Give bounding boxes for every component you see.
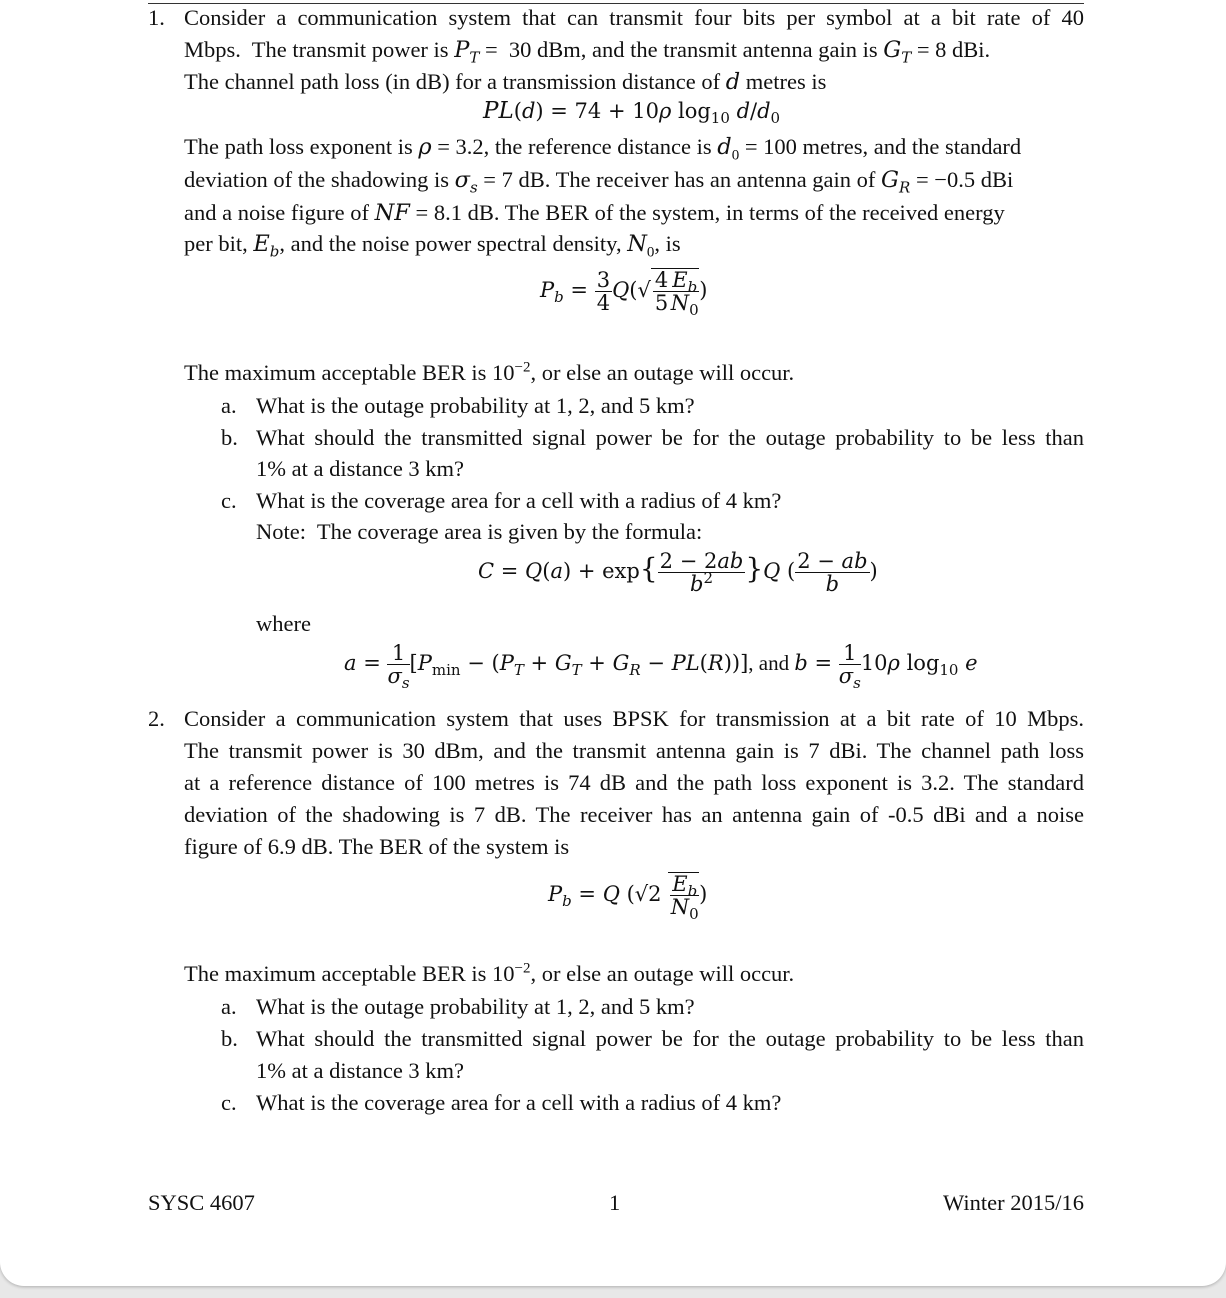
q2-b-text-1: What should the transmitted signal power be for the outage probability to be less than [256, 1026, 1084, 1051]
footer-page-number: 1 [609, 1190, 621, 1215]
q2-line-4: deviation of the shadowing is 7 dB. The receiver has an antenna gain of -0.5 dBi and a noise [184, 802, 1084, 827]
q2-c-label: c. [221, 1090, 237, 1115]
q2-line-1: Consider a communication system that uses BPSK for transmission at a bit rate of 10 Mbps. [184, 706, 1084, 731]
a-b-definition: a = $\frac{1}{\sigma_s}$ $[P_{min} - (P_T + G_T + G_R - PL(R))]$, and b = $\frac{1}{\sigma_s}$ 10ρ $\log_{10} e$ [344, 641, 978, 693]
path-loss-equation: PL(d) = 74 + 10ρ $\log_{10} d/d_0$ [483, 98, 781, 128]
q1-note: Note: The coverage area is given by the formula: [256, 519, 703, 544]
q2-line-2: The transmit power is 30 dBm, and the transmit antenna gain is 7 dBi. The channel path loss [184, 738, 1084, 763]
footer-term: Winter 2015/16 [943, 1190, 1084, 1215]
q1-b-text-1: What should the transmitted signal power be for the outage probability to be less than [256, 425, 1084, 450]
q2-a-label: a. [221, 994, 237, 1019]
q1-b-label: b. [221, 425, 238, 450]
q2-line-3: at a reference distance of 100 metres is 74 dB and the path loss exponent is 3.2. The standard [184, 770, 1084, 795]
q1-b-text-2: 1% at a distance 3 km? [256, 456, 465, 481]
q1-line-4: The path loss exponent is ρ = 3.2, the reference distance is $d_0 = 100$ metres, and the standard [184, 134, 1022, 164]
ber-equation-2: $P_b = Q$ (√2 $\frac{E_b}{N_0}$ ) [548, 872, 708, 924]
q2-b-label: b. [221, 1026, 238, 1051]
q2-c-text: What is the coverage area for a cell with a radius of 4 km? [256, 1090, 782, 1115]
coverage-equation: C = Q(a) + exp{ $\frac{2 - 2ab}{b^2}$ }Q ( $\frac{2 - ab}{b}$ ) [478, 549, 878, 596]
q1-where: where [256, 611, 311, 636]
q1-line-5: deviation of the shadowing is $\sigma_s = 7$ dB. The receiver has an antenna gain of $G_R = -0.5$ dBi [184, 167, 1014, 197]
q1-line-7: per bit, $E_b$, and the noise power spectral density, $N_0$, is [184, 231, 681, 261]
q1-a-text: What is the outage probability at 1, 2, and 5 km? [256, 393, 695, 418]
q1-a-label: a. [221, 393, 237, 418]
footer-course: SYSC 4607 [148, 1190, 255, 1215]
q1-line-6: and a noise figure of NF = 8.1 dB. The BER of the system, in terms of the received energy [184, 200, 1005, 226]
q2-b-text-2: 1% at a distance 3 km? [256, 1058, 465, 1083]
q2-max-ber: The maximum acceptable BER is $10^{-2}$, or else an outage will occur. [184, 960, 795, 986]
q1-number: 1. [148, 5, 165, 30]
q1-line-3: The channel path loss (in dB) for a transmission distance of d metres is [184, 69, 827, 95]
q1-line-1: Consider a communication system that can transmit four bits per symbol at a bit rate of 40 [184, 5, 1084, 30]
q1-c-text: What is the coverage area for a cell with a radius of 4 km? [256, 488, 782, 513]
q2-line-5: figure of 6.9 dB. The BER of the system is [184, 834, 570, 859]
q2-a-text: What is the outage probability at 1, 2, and 5 km? [256, 994, 695, 1019]
q1-line-2: Mbps. The transmit power is $P_T = 30$ dBm, and the transmit antenna gain is $G_T = 8$ dBi. [184, 37, 991, 67]
q1-c-label: c. [221, 488, 237, 513]
q1-max-ber: The maximum acceptable BER is $10^{-2}$, or else an outage will occur. [184, 359, 795, 385]
ber-equation-1: $P_b$ = $\frac{3}{4}$ Q(√ $\frac{4}{5}$ $\frac{E_b}{N_0}$ ) [540, 268, 708, 320]
q2-number: 2. [148, 706, 165, 731]
